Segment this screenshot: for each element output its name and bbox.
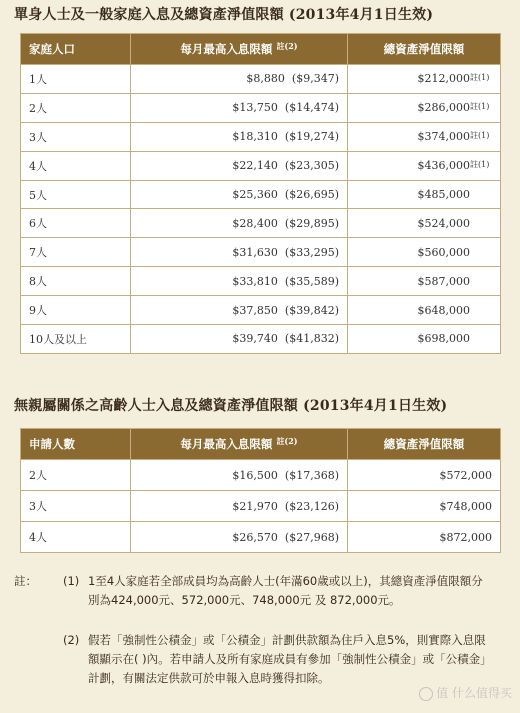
asset-limit: $212,000 [417, 72, 470, 86]
income-limit: $28,400 [232, 216, 278, 230]
section1-title: 單身人士及一般家庭入息及總資產淨值限額 (2013年4月1日生效) [14, 7, 434, 23]
income-limit: $39,740 [232, 332, 278, 346]
household-size-cell: 1人 [21, 65, 131, 94]
income-limit-with-mpf: ($19,274) [284, 130, 339, 144]
income-limit: $16,500 [232, 468, 278, 482]
income-limit-cell [131, 491, 348, 522]
income-limit-with-mpf: ($23,305) [284, 159, 339, 173]
household-size-cell: 3人 [21, 122, 131, 151]
income-limit-with-mpf: ($29,895) [284, 216, 339, 230]
table-row [21, 522, 501, 553]
table-row [21, 325, 501, 354]
household-limits-table [20, 33, 501, 354]
income-limit-with-mpf: ($39,842) [284, 303, 339, 317]
asset-limit: $286,000 [417, 101, 470, 115]
section2-title: 無親屬關係之高齡人士入息及總資產淨值限額 (2013年4月1日生效) [14, 398, 448, 414]
income-limit-cell [131, 180, 348, 209]
header-income-note: 註(2) [276, 436, 298, 446]
asset-limit-note: 註(1) [470, 131, 490, 141]
asset-limit-cell [348, 325, 501, 354]
asset-limit-cell [348, 122, 501, 151]
header-monthly-income [131, 34, 348, 65]
income-limit-cell [131, 296, 348, 325]
income-limit-with-mpf: ($41,832) [284, 332, 339, 346]
header-total-assets: 總資產淨值限額 [348, 429, 501, 460]
asset-limit-cell [348, 491, 501, 522]
notes-label: 註： [14, 574, 37, 588]
income-limit: $8,880 [246, 72, 285, 86]
income-limit: $21,970 [232, 499, 278, 513]
income-limit-cell [131, 65, 348, 94]
income-limit-cell [131, 151, 348, 180]
household-size-cell: 2人 [21, 460, 131, 491]
income-limit-cell [131, 325, 348, 354]
asset-limit: $436,000 [417, 159, 470, 173]
income-limit-with-mpf: ($33,295) [284, 245, 339, 259]
header-monthly-income-label: 每月最高入息限額 [180, 42, 273, 56]
header-total-assets: 總資產淨值限額 [348, 34, 501, 65]
asset-limit: $872,000 [439, 530, 492, 544]
table-row [21, 491, 501, 522]
table-row [21, 460, 501, 491]
note-1-index: (1) [63, 574, 80, 588]
household-size-cell: 8人 [21, 267, 131, 296]
asset-limit-note: 註(1) [470, 73, 490, 83]
asset-limit-note: 註(1) [470, 102, 490, 112]
household-size-cell: 7人 [21, 238, 131, 267]
table-row [21, 209, 501, 238]
income-limit: $25,360 [232, 188, 278, 201]
income-limit-cell [131, 267, 348, 296]
household-size-cell: 6人 [21, 209, 131, 238]
household-size-cell: 4人 [21, 522, 131, 553]
asset-limit: $374,000 [417, 130, 470, 144]
income-limit: $22,140 [232, 159, 278, 173]
asset-limit: $587,000 [417, 274, 470, 288]
asset-limit: $524,000 [417, 216, 470, 230]
table-row [21, 93, 501, 122]
income-limit: $33,810 [232, 274, 278, 288]
asset-limit: $560,000 [417, 245, 470, 259]
asset-limit-cell [348, 522, 501, 553]
watermark-logo-icon [419, 687, 433, 701]
income-limit: $18,310 [232, 130, 278, 144]
table-row [21, 122, 501, 151]
asset-limit-cell [348, 65, 501, 94]
household-size-cell: 5人 [21, 180, 131, 209]
asset-limit-cell [348, 93, 501, 122]
household-size-cell: 9人 [21, 296, 131, 325]
household-size-cell: 3人 [21, 491, 131, 522]
household-size-cell: 10人及以上 [21, 325, 131, 354]
income-limit-cell [131, 522, 348, 553]
asset-limit: $572,000 [439, 468, 492, 482]
watermark-text: 值 什么值得买 [436, 686, 512, 700]
asset-limit: $485,000 [417, 188, 470, 201]
table-row [21, 267, 501, 296]
household-size-cell: 4人 [21, 151, 131, 180]
asset-limit: $648,000 [417, 303, 470, 317]
income-limit-with-mpf: ($14,474) [284, 101, 339, 115]
asset-limit-note: 註(1) [470, 160, 490, 170]
note-1-text: 1至4人家庭若全部成員均為高齡人士(年滿60歲或以上)，其總資產淨值限額分別為424,000元、572,000元、748,000元 及 872,000元。 [88, 574, 483, 607]
income-limit-cell [131, 209, 348, 238]
income-limit-with-mpf: ($23,126) [284, 499, 339, 513]
income-limit-with-mpf: ($27,968) [284, 530, 339, 544]
watermark [419, 684, 512, 701]
asset-limit: $698,000 [417, 332, 470, 346]
asset-limit-cell [348, 267, 501, 296]
income-limit-cell [131, 122, 348, 151]
household-size-cell: 2人 [21, 93, 131, 122]
table-row [21, 151, 501, 180]
income-limit: $26,570 [232, 530, 278, 544]
header-monthly-income [131, 429, 348, 460]
asset-limit-cell [348, 180, 501, 209]
asset-limit: $748,000 [439, 499, 492, 513]
table-row [21, 296, 501, 325]
note-2-index: (2) [63, 633, 80, 647]
table-row [21, 238, 501, 267]
asset-limit-cell [348, 151, 501, 180]
table-header-row [21, 34, 501, 65]
table-header-row [21, 429, 501, 460]
asset-limit-cell [348, 460, 501, 491]
elderly-limits-table [20, 428, 501, 553]
note-2-text: 假若「強制性公積金」或「公積金」計劃供款額為住戶入息5%，則實際入息限額顯示在( )內。若申請人及所有家庭成員有參加「強制性公積金」或「公積金」計劃，有關法定供款可於申報入息時獲得扣除。 [88, 633, 492, 685]
income-limit-with-mpf: ($17,368) [284, 468, 339, 482]
income-limit: $13,750 [232, 101, 278, 115]
header-income-note: 註(2) [276, 41, 298, 51]
income-limit-with-mpf: ($26,695) [284, 188, 339, 201]
income-limit-with-mpf: ($35,589) [284, 274, 339, 288]
table-row [21, 180, 501, 209]
asset-limit-cell [348, 209, 501, 238]
header-applicants: 申請人數 [21, 429, 131, 460]
income-limit: $31,630 [232, 245, 278, 259]
income-limit-cell [131, 238, 348, 267]
income-limit: $37,850 [232, 303, 278, 317]
header-household-size: 家庭人口 [21, 34, 131, 65]
asset-limit-cell [348, 238, 501, 267]
income-limit-with-mpf: ($9,347) [291, 72, 339, 86]
income-limit-cell [131, 93, 348, 122]
asset-limit-cell [348, 296, 501, 325]
header-monthly-income-label: 每月最高入息限額 [180, 437, 273, 451]
income-limit-cell [131, 460, 348, 491]
table-row [21, 65, 501, 94]
